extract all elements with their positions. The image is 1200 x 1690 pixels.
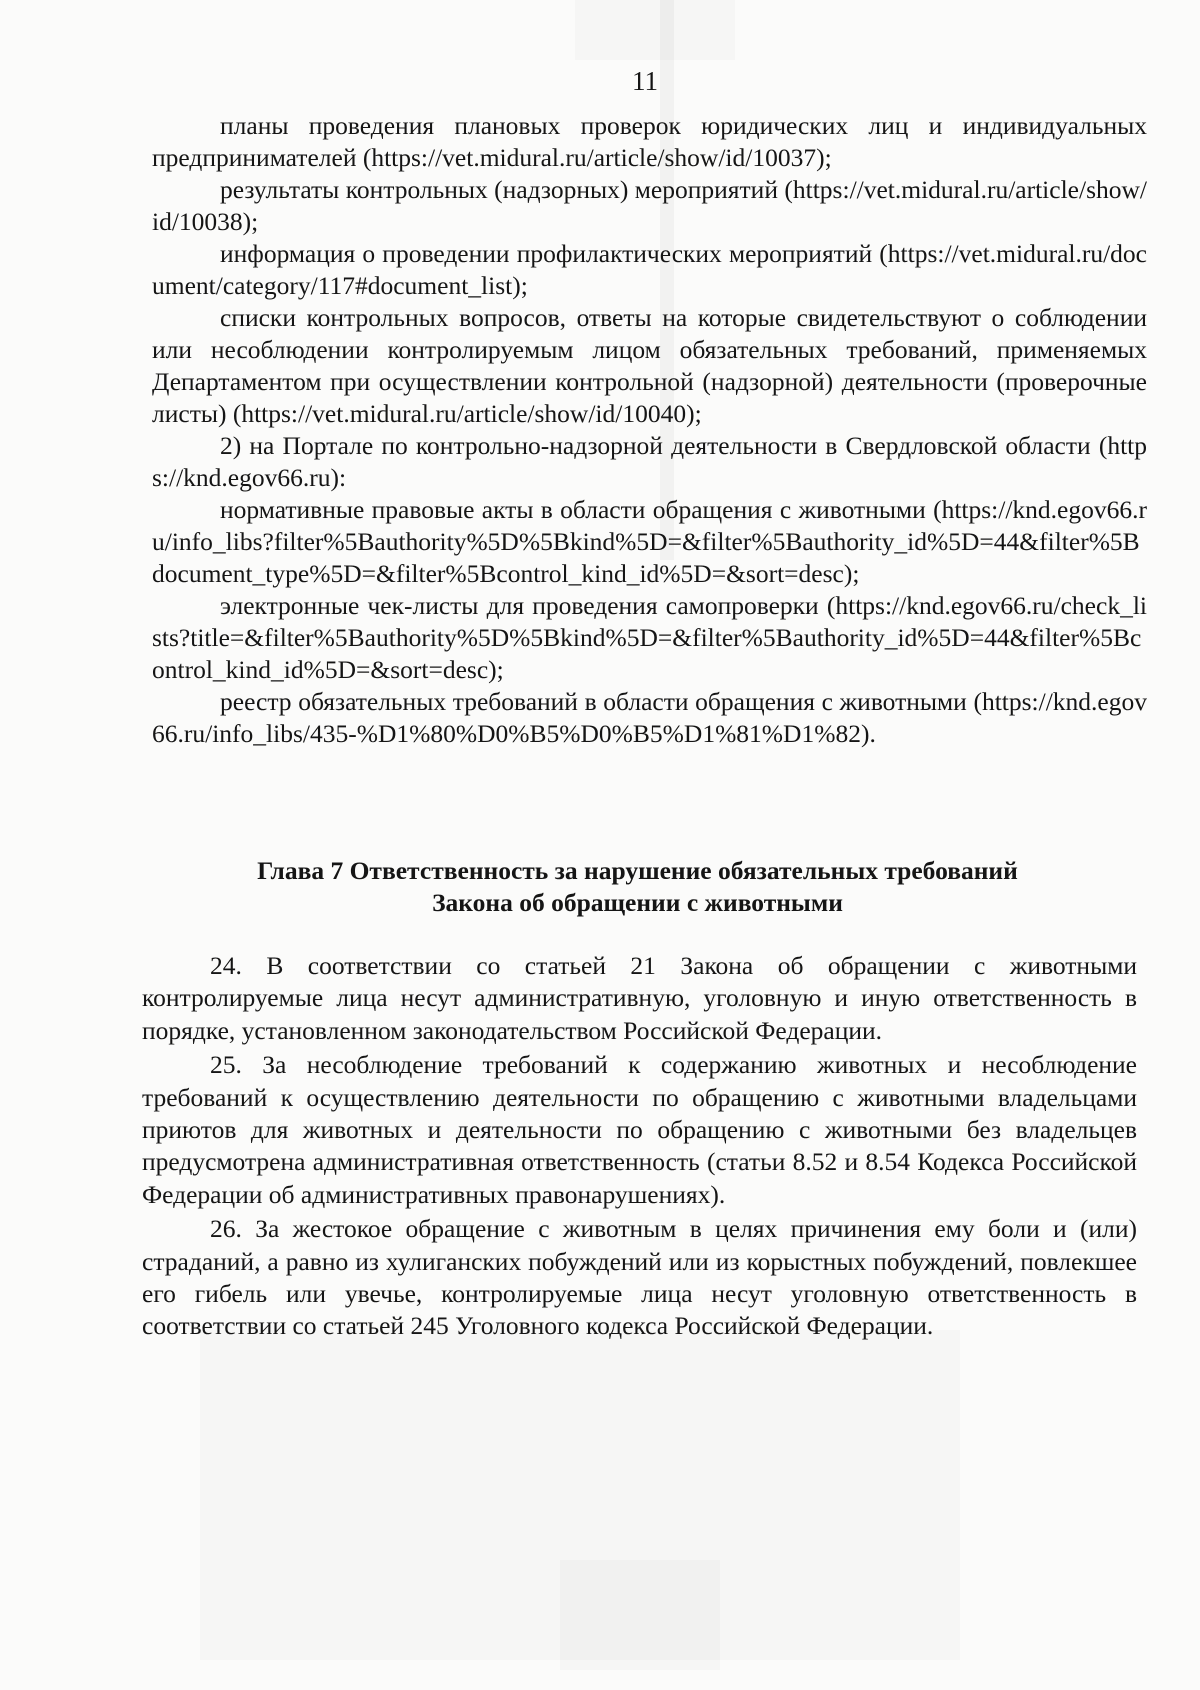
- paragraph-26: 26. За жестокое обращение с животным в целях причинения ему боли и (или) страданий, а равно из хулиганских побуждений или из корыстных побуждений, повлекшее его гибель или увечье, контролируемые лица несут уголовную ответственность в соответствии со статьей 245 Уголовного кодекса Российской Федерации.: [142, 1214, 1137, 1341]
- url-link[interactable]: https://knd.egov66.ru/check_lists?title=&filter%5Bauthority%5D%5Bkind%5D=&filter%5Bauthority_id%5D=44&filter%5Bcontrol_kind_id%5D=&sort=desc: [152, 591, 1147, 684]
- url-link[interactable]: https://knd.egov66.ru: [152, 431, 1147, 492]
- url-link[interactable]: https://vet.midural.ru/article/show/id/10038: [152, 175, 1147, 236]
- paragraph-normative-acts: нормативные правовые акты в области обращения с животными (https://knd.egov66.ru/info_libs?filter%5Bauthority%5D%5Bkind%5D=&filter%5Bauthority_id%5D=44&filter%5Bdocument_type%5D=&filter%5Bcontrol_kind_id%5D=&sort=desc);: [152, 495, 1147, 588]
- paragraph-prevention: информация о проведении профилактических мероприятий (https://vet.midural.ru/document/category/117#document_list);: [152, 239, 1147, 300]
- paragraph-checklists: списки контрольных вопросов, ответы на которые свидетельствуют о соблюдении или несоблюдении контролируемым лицом обязательных требований, применяемых Департаментом при осуществлении контрольной (надзорной) деятельности (проверочные листы) (https://vet.midural.ru/article/show/id/10040);: [152, 303, 1147, 428]
- url-link[interactable]: https://knd.egov66.ru/info_libs?filter%5Bauthority%5D%5Bkind%5D=&filter%5Bauthority_id%5D=44&filter%5Bdocument_type%5D=&filter%5Bcontrol_kind_id%5D=&sort=desc: [152, 495, 1147, 588]
- chapter-heading: [140, 855, 1135, 919]
- chapter-title-line2: Закона об обращении с животными: [432, 888, 843, 917]
- paragraph-e-checklists: электронные чек-листы для проведения самопроверки (https://knd.egov66.ru/check_lists?title=&filter%5Bauthority%5D%5Bkind%5D=&filter%5Bauthority_id%5D=44&filter%5Bcontrol_kind_id%5D=&sort=desc);: [152, 591, 1147, 684]
- paragraph-plans: планы проведения плановых проверок юридических лиц и индивидуальных предпринимателей (https://vet.midural.ru/article/show/id/10037);: [152, 111, 1147, 172]
- chapter-title-line1: Глава 7 Ответственность за нарушение обязательных требований: [257, 856, 1018, 885]
- page-number: 11: [632, 66, 658, 96]
- url-link[interactable]: https://knd.egov66.ru/info_libs/435-%D1%80%D0%B5%D0%B5%D1%81%D1%82: [152, 687, 1147, 748]
- url-link[interactable]: https://vet.midural.ru/document/category/117#document_list: [152, 239, 1147, 300]
- paragraph-registry: реестр обязательных требований в области обращения с животными (https://knd.egov66.ru/info_libs/435-%D1%80%D0%B5%D0%B5%D1%81%D1%82).: [152, 687, 1147, 748]
- url-link[interactable]: https://vet.midural.ru/article/show/id/10037: [371, 143, 817, 172]
- paragraph-portal: 2) на Портале по контрольно-надзорной деятельности в Свердловской области (https://knd.egov66.ru):: [152, 431, 1147, 492]
- paragraph-25: 25. За несоблюдение требований к содержанию животных и несоблюдение требований к осуществлению деятельности по обращению с животными владельцами приютов для животных и деятельности по обращению с животными без владельцев предусмотрена административная ответственность (статьи 8.52 и 8.54 Кодекса Российской Федерации об административных правонарушениях).: [142, 1050, 1137, 1209]
- url-link[interactable]: https://vet.midural.ru/article/show/id/10040: [241, 399, 687, 428]
- body-text-top: [152, 110, 1147, 750]
- paragraph-24: 24. В соответствии со статьей 21 Закона об обращении с животными контролируемые лица несут административную, уголовную и иную ответственность в порядке, установленном законодательством Российской Федерации.: [142, 951, 1137, 1045]
- paragraph-results: результаты контрольных (надзорных) мероприятий (https://vet.midural.ru/article/show/id/10038);: [152, 175, 1147, 236]
- body-text-bottom: [142, 950, 1137, 1343]
